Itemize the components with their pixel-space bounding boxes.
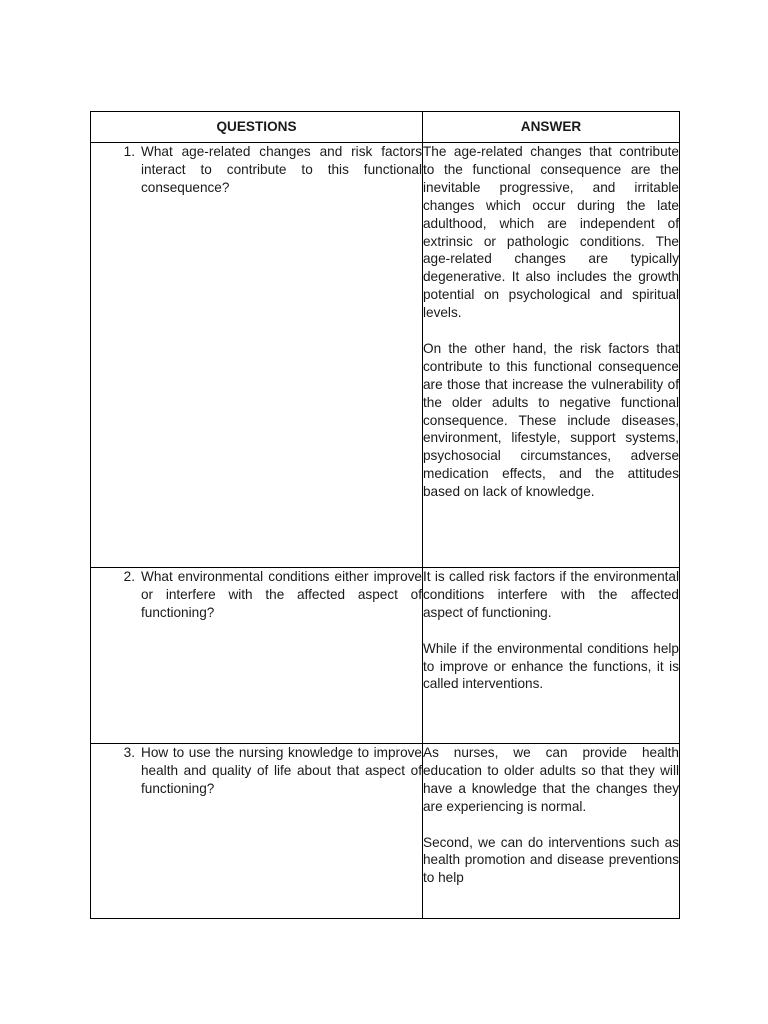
answer-cell — [423, 143, 680, 568]
question-number: 3. — [123, 745, 135, 760]
question-text: What age-related changes and risk factors interact to contribute to this functional consequence? — [141, 144, 422, 195]
answer-paragraph: On the other hand, the risk factors that contribute to this functional consequence are those that increase the vulnerability of the older adults to negative functional consequence. These include diseases, environment, lifestyle, support systems, psychosocial circumstances, adverse medication effects, and the attitudes based on lack of knowledge. — [423, 340, 679, 500]
question-cell — [91, 744, 423, 919]
question-number: 1. — [123, 144, 135, 159]
answer-paragraph: Second, we can do interventions such as health promotion and disease preventions to help — [423, 834, 679, 886]
answer-paragraph: The age-related changes that contribute to the functional consequence are the inevitable progressive, and irritable changes which occur during the late adulthood, which are independent of extrinsic or pathologic conditions. The age-related changes are typically degenerative. It also includes the growth potential on psychological and spiritual levels. — [423, 144, 679, 321]
answer-paragraph: It is called risk factors if the environmental conditions interfere with the affected aspect of functioning. — [423, 569, 679, 620]
answer-paragraph: While if the environmental conditions help to improve or enhance the functions, it is called interventions. — [423, 640, 679, 692]
question-text: What environmental conditions either improve or interfere with the affected aspect of functioning? — [141, 569, 422, 620]
answer-cell — [423, 568, 680, 744]
answer-header: ANSWER — [423, 112, 680, 143]
question-number: 2. — [123, 569, 135, 584]
questions-header: QUESTIONS — [91, 112, 423, 143]
question-text: How to use the nursing knowledge to improve health and quality of life about that aspect of functioning? — [141, 745, 422, 796]
question-cell — [91, 143, 423, 568]
qa-table — [90, 111, 680, 919]
answer-cell — [423, 744, 680, 919]
header-row — [91, 112, 680, 143]
table-row — [91, 143, 680, 568]
table-row — [91, 744, 680, 919]
answer-paragraph: As nurses, we can provide health education to older adults so that they will have a knowledge that the changes they are experiencing is normal. — [423, 745, 679, 814]
table-row — [91, 568, 680, 744]
question-cell — [91, 568, 423, 744]
